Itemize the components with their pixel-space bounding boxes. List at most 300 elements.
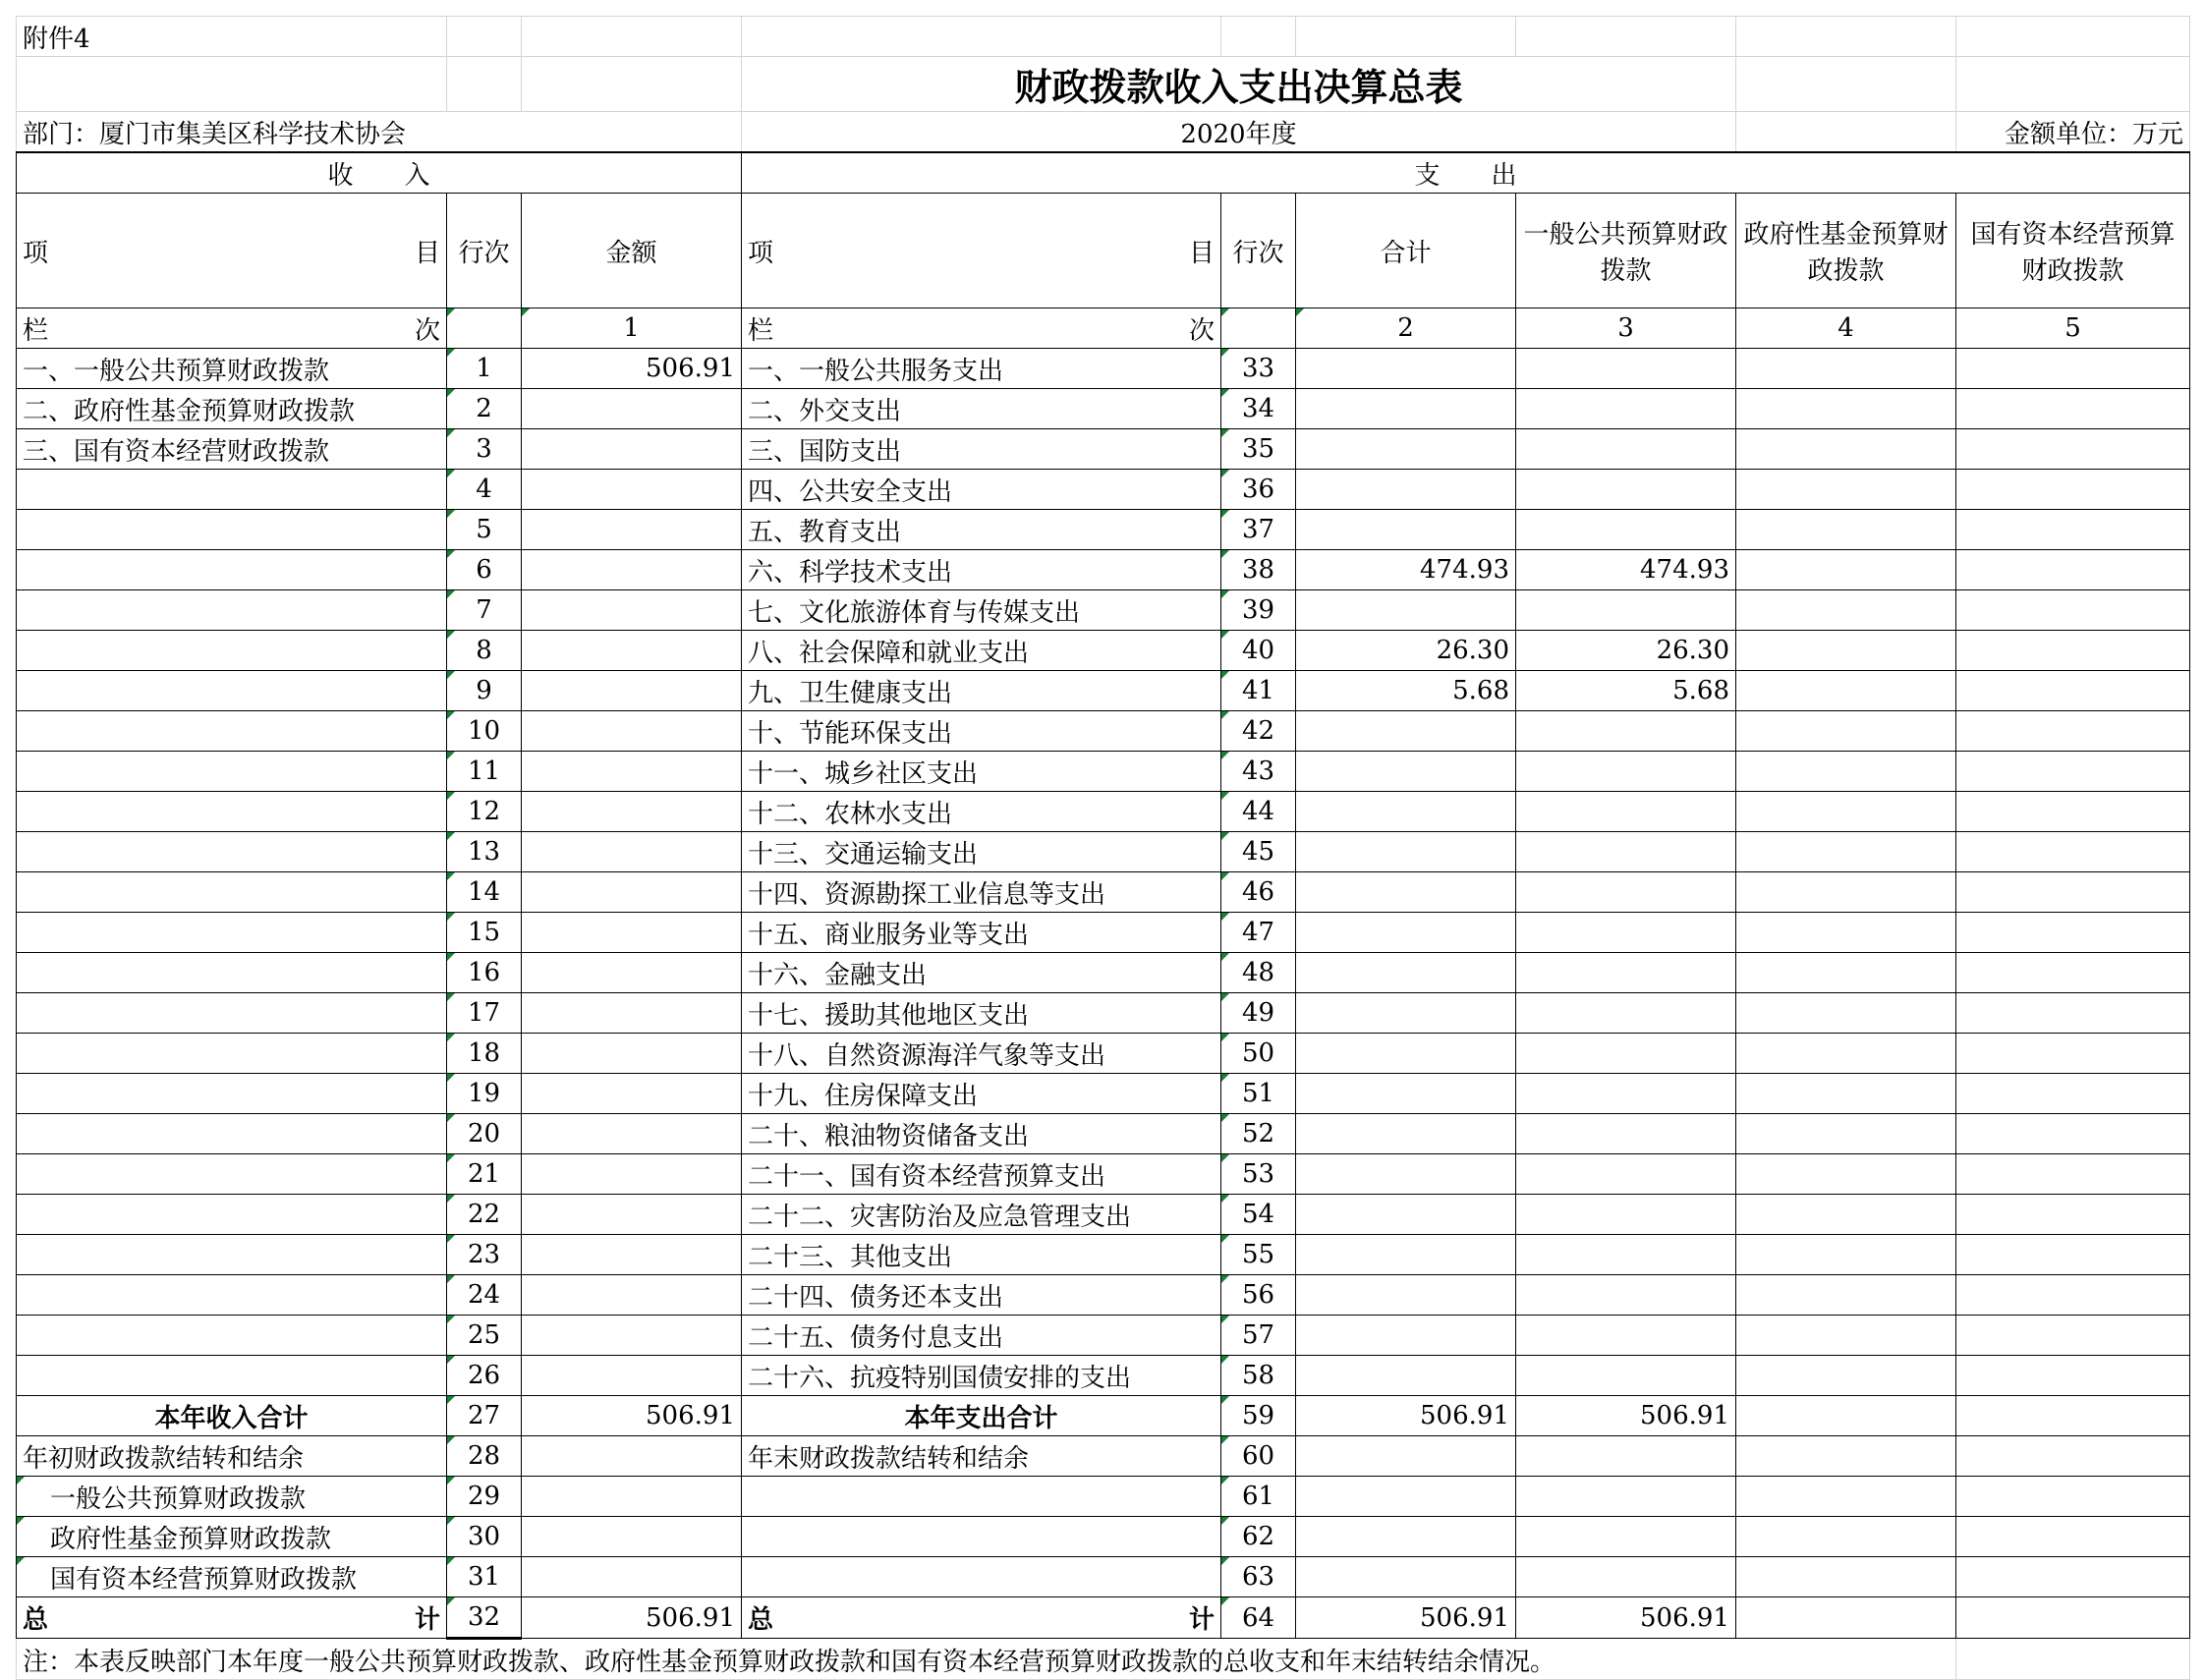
expense-general-budget: [1516, 953, 1736, 993]
expense-total: [1296, 752, 1516, 792]
expense-total: [1296, 1477, 1516, 1517]
income-amount: [522, 389, 742, 429]
income-row-number: 7: [447, 590, 522, 631]
income-item: [17, 1275, 447, 1316]
expense-column-label: 栏 次: [742, 308, 1221, 349]
expense-grand-total-label: 总 计: [742, 1597, 1221, 1639]
expense-grand-state: [1956, 1597, 2190, 1639]
expense-general-budget: [1516, 792, 1736, 832]
income-amount: [522, 631, 742, 671]
expense-state-capital: [1956, 1436, 2190, 1477]
expense-item-header: 项 目: [742, 194, 1221, 308]
expense-state-capital: [1956, 349, 2190, 389]
expense-total: [1296, 349, 1516, 389]
income-row-number: 3: [447, 429, 522, 470]
income-amount: [522, 953, 742, 993]
expense-fund-budget: [1736, 752, 1956, 792]
expense-row-number: 54: [1221, 1195, 1296, 1235]
expense-row-number: 61: [1221, 1477, 1296, 1517]
expense-row-number: 50: [1221, 1034, 1296, 1074]
expense-fund-budget: [1736, 993, 1956, 1034]
expense-state-capital: [1956, 389, 2190, 429]
expense-grand-general: 506.91: [1516, 1597, 1736, 1639]
income-grand-total-label: 总 计: [17, 1597, 447, 1639]
expense-total: [1296, 1316, 1516, 1356]
footnote: 注：本表反映部门本年度一般公共预算财政拨款、政府性基金预算财政拨款和国有资本经营预算财政拨款的总收支和年末结转结余情况。: [17, 1639, 1956, 1680]
expense-state-capital: [1956, 590, 2190, 631]
expense-fund-budget: [1736, 953, 1956, 993]
table-row: [17, 470, 2190, 510]
expense-general-budget: [1516, 1074, 1736, 1114]
income-row-number: 30: [447, 1517, 522, 1557]
expense-row-number: 60: [1221, 1436, 1296, 1477]
note-empty-cell: [1956, 1639, 2190, 1680]
income-row-number: 1: [447, 349, 522, 389]
table-row: [17, 550, 2190, 590]
expense-fund-budget: [1736, 590, 1956, 631]
table-row: [17, 1356, 2190, 1396]
table-row: [17, 1316, 2190, 1356]
expense-general-budget: [1516, 590, 1736, 631]
expense-fund-budget: [1736, 1074, 1956, 1114]
expense-fund-budget: [1736, 1436, 1956, 1477]
expense-item: 二十六、抗疫特别国债安排的支出: [742, 1356, 1221, 1396]
table-row: [17, 429, 2190, 470]
income-item: [17, 711, 447, 752]
income-amount: [522, 711, 742, 752]
income-column-label: 栏 次: [17, 308, 447, 349]
carryover-row: [17, 1517, 2190, 1557]
expense-row-number: 35: [1221, 429, 1296, 470]
expense-item: 二十三、其他支出: [742, 1235, 1221, 1275]
expense-item: 十六、金融支出: [742, 953, 1221, 993]
expense-general-budget: [1516, 1436, 1736, 1477]
income-row-number: 31: [447, 1557, 522, 1597]
expense-general-budget: [1516, 711, 1736, 752]
expense-fund-budget: [1736, 470, 1956, 510]
table-row: [17, 832, 2190, 872]
table-row: [17, 1034, 2190, 1074]
total-header: 合计: [1296, 194, 1516, 308]
subtotal-row: [17, 1396, 2190, 1436]
expense-row-number: 42: [1221, 711, 1296, 752]
expense-total: [1296, 711, 1516, 752]
expense-row-number: 57: [1221, 1316, 1296, 1356]
income-item: [17, 510, 447, 550]
income-row-number: 10: [447, 711, 522, 752]
income-item: [17, 1154, 447, 1195]
state-capital-header: 国有资本经营预算财政拨款: [1956, 194, 2190, 308]
expense-fund-budget: [1736, 1114, 1956, 1154]
income-row-number: 8: [447, 631, 522, 671]
expense-state-capital: [1956, 1356, 2190, 1396]
expense-total: [1296, 1517, 1516, 1557]
expense-total: [1296, 1557, 1516, 1597]
expense-item: 二十四、债务还本支出: [742, 1275, 1221, 1316]
expense-fund-budget: [1736, 1195, 1956, 1235]
table-row: [17, 711, 2190, 752]
expense-row-number: 51: [1221, 1074, 1296, 1114]
expense-row-number: 56: [1221, 1275, 1296, 1316]
income-amount: [522, 1114, 742, 1154]
expense-state-capital: [1956, 913, 2190, 953]
income-carryover-item: 政府性基金预算财政拨款: [17, 1517, 447, 1557]
expense-item: 三、国防支出: [742, 429, 1221, 470]
expense-fund-budget: [1736, 671, 1956, 711]
expense-fund-budget: [1736, 1034, 1956, 1074]
income-amount: [522, 470, 742, 510]
expense-row-number: 53: [1221, 1154, 1296, 1195]
income-row-number: 27: [447, 1396, 522, 1436]
expense-item: 十二、农林水支出: [742, 792, 1221, 832]
income-amount: [522, 913, 742, 953]
expense-total: [1296, 1154, 1516, 1195]
income-amount: [522, 832, 742, 872]
income-item: [17, 1195, 447, 1235]
expense-row-number: 47: [1221, 913, 1296, 953]
expense-general-budget: [1516, 913, 1736, 953]
income-item: [17, 792, 447, 832]
income-carryover-item: 一般公共预算财政拨款: [17, 1477, 447, 1517]
income-carryover-item: 国有资本经营预算财政拨款: [17, 1557, 447, 1597]
income-carryover-amount: [522, 1517, 742, 1557]
expense-total: [1296, 470, 1516, 510]
expense-item: 五、教育支出: [742, 510, 1221, 550]
income-item: 二、政府性基金预算财政拨款: [17, 389, 447, 429]
expense-fund-budget: [1736, 349, 1956, 389]
expense-state-capital: [1956, 470, 2190, 510]
income-grand-total-amount: 506.91: [522, 1597, 742, 1639]
expense-total: [1296, 792, 1516, 832]
expense-item: 二十五、债务付息支出: [742, 1316, 1221, 1356]
expense-row-number: 58: [1221, 1356, 1296, 1396]
expense-item: 二十、粮油物资储备支出: [742, 1114, 1221, 1154]
table-row: [17, 1074, 2190, 1114]
expense-subtotal-state: [1956, 1396, 2190, 1436]
income-row-number: 2: [447, 389, 522, 429]
income-amount: [522, 510, 742, 550]
expense-total: [1296, 1074, 1516, 1114]
table-row: [17, 1114, 2190, 1154]
table-row: [17, 631, 2190, 671]
table-row: [17, 752, 2190, 792]
income-amount-header: 金额: [522, 194, 742, 308]
expense-item: 六、科学技术支出: [742, 550, 1221, 590]
income-amount: [522, 752, 742, 792]
carryover-row: [17, 1436, 2190, 1477]
table-row: [17, 993, 2190, 1034]
expense-item: 四、公共安全支出: [742, 470, 1221, 510]
expense-total: [1296, 1195, 1516, 1235]
expense-general-budget: [1516, 1275, 1736, 1316]
column-number-row: [17, 308, 2190, 349]
expense-state-capital: [1956, 1114, 2190, 1154]
expense-general-budget: [1516, 389, 1736, 429]
expense-carryover-item: [742, 1517, 1221, 1557]
expense-state-capital: [1956, 429, 2190, 470]
income-carryover-item: 年初财政拨款结转和结余: [17, 1436, 447, 1477]
expense-row-number: 45: [1221, 832, 1296, 872]
expense-state-capital: [1956, 510, 2190, 550]
table-row: [17, 349, 2190, 389]
expense-state-capital: [1956, 1517, 2190, 1557]
income-row-number: 5: [447, 510, 522, 550]
income-item: [17, 752, 447, 792]
expense-total: [1296, 872, 1516, 913]
income-amount: [522, 1195, 742, 1235]
income-row-number: 22: [447, 1195, 522, 1235]
expense-row-number: 40: [1221, 631, 1296, 671]
expense-item: 十一、城乡社区支出: [742, 752, 1221, 792]
income-row-number: 18: [447, 1034, 522, 1074]
expense-state-capital: [1956, 631, 2190, 671]
expense-fund-budget: [1736, 631, 1956, 671]
section-header-row: [17, 152, 2190, 194]
income-row-number: 23: [447, 1235, 522, 1275]
expense-row-number: 34: [1221, 389, 1296, 429]
income-row-number: 21: [447, 1154, 522, 1195]
expense-total: [1296, 590, 1516, 631]
income-amount: [522, 1154, 742, 1195]
income-item: [17, 631, 447, 671]
expense-fund-budget: [1736, 510, 1956, 550]
expense-row-number: 36: [1221, 470, 1296, 510]
expense-state-capital: [1956, 550, 2190, 590]
expense-fund-budget: [1736, 1316, 1956, 1356]
expense-row-number: 37: [1221, 510, 1296, 550]
income-item: [17, 832, 447, 872]
income-row-number: 25: [447, 1316, 522, 1356]
department-label: 部门：厦门市集美区科学技术协会: [17, 112, 742, 153]
income-row-number: 15: [447, 913, 522, 953]
income-amount: [522, 872, 742, 913]
expense-general-budget: [1516, 993, 1736, 1034]
expense-item: 八、社会保障和就业支出: [742, 631, 1221, 671]
expense-item: 十四、资源勘探工业信息等支出: [742, 872, 1221, 913]
col-number-2: 2: [1296, 308, 1516, 349]
income-row-number: 20: [447, 1114, 522, 1154]
expense-general-budget: 26.30: [1516, 631, 1736, 671]
income-amount: [522, 1275, 742, 1316]
expense-total: [1296, 1275, 1516, 1316]
table-row: [17, 1235, 2190, 1275]
expense-state-capital: [1956, 1074, 2190, 1114]
attachment-label: 附件4: [17, 17, 447, 57]
expense-rowno-header: 行次: [1221, 194, 1296, 308]
income-row-number: 4: [447, 470, 522, 510]
expense-item: 二十一、国有资本经营预算支出: [742, 1154, 1221, 1195]
income-item: 三、国有资本经营财政拨款: [17, 429, 447, 470]
table-row: [17, 1195, 2190, 1235]
expense-grand-total: 506.91: [1296, 1597, 1516, 1639]
expense-total: [1296, 1114, 1516, 1154]
expense-general-budget: 5.68: [1516, 671, 1736, 711]
expense-fund-budget: [1736, 1517, 1956, 1557]
income-row-number: 24: [447, 1275, 522, 1316]
expense-carryover-item: [742, 1477, 1221, 1517]
expense-general-budget: [1516, 752, 1736, 792]
table-row: [17, 1154, 2190, 1195]
expense-fund-budget: [1736, 872, 1956, 913]
expense-subtotal-label: 本年支出合计: [742, 1396, 1221, 1436]
expense-fund-budget: [1736, 1557, 1956, 1597]
expense-fund-budget: [1736, 1154, 1956, 1195]
expense-state-capital: [1956, 993, 2190, 1034]
expense-item: 十八、自然资源海洋气象等支出: [742, 1034, 1221, 1074]
income-carryover-amount: [522, 1557, 742, 1597]
expense-state-capital: [1956, 671, 2190, 711]
expense-total: [1296, 1356, 1516, 1396]
income-item: [17, 550, 447, 590]
expense-row-number: 43: [1221, 752, 1296, 792]
carryover-row: [17, 1477, 2190, 1517]
expense-general-budget: [1516, 1235, 1736, 1275]
income-amount: [522, 993, 742, 1034]
expense-item: 十五、商业服务业等支出: [742, 913, 1221, 953]
expense-state-capital: [1956, 1477, 2190, 1517]
expense-total: [1296, 993, 1516, 1034]
income-rowno-header: 行次: [447, 194, 522, 308]
expense-total: 474.93: [1296, 550, 1516, 590]
expense-row-number: 41: [1221, 671, 1296, 711]
expense-row-number: 38: [1221, 550, 1296, 590]
expense-fund-budget: [1736, 1356, 1956, 1396]
expense-state-capital: [1956, 1275, 2190, 1316]
expense-general-budget: 474.93: [1516, 550, 1736, 590]
income-amount: [522, 1316, 742, 1356]
income-row-number: 29: [447, 1477, 522, 1517]
expense-state-capital: [1956, 832, 2190, 872]
expense-row-number: 44: [1221, 792, 1296, 832]
expense-row-number: 49: [1221, 993, 1296, 1034]
income-item: [17, 590, 447, 631]
income-row-number: 28: [447, 1436, 522, 1477]
note-row: [17, 1639, 2190, 1680]
table-row: [17, 671, 2190, 711]
income-row-number: 13: [447, 832, 522, 872]
income-amount: [522, 1235, 742, 1275]
expense-general-budget: [1516, 1034, 1736, 1074]
title-row: [17, 57, 2190, 112]
income-row-number: 9: [447, 671, 522, 711]
column-header-row: [17, 194, 2190, 308]
income-amount: [522, 1074, 742, 1114]
expense-subtotal-general: 506.91: [1516, 1396, 1736, 1436]
carryover-row: [17, 1557, 2190, 1597]
expense-total: [1296, 913, 1516, 953]
expense-state-capital: [1956, 1557, 2190, 1597]
expense-general-budget: [1516, 1517, 1736, 1557]
expense-row-number: 46: [1221, 872, 1296, 913]
expense-total: [1296, 510, 1516, 550]
expense-state-capital: [1956, 752, 2190, 792]
expense-fund-budget: [1736, 913, 1956, 953]
expense-fund-budget: [1736, 1477, 1956, 1517]
income-amount: [522, 590, 742, 631]
expense-item: 一、一般公共服务支出: [742, 349, 1221, 389]
expense-general-budget: [1516, 470, 1736, 510]
expense-general-budget: [1516, 1154, 1736, 1195]
table-row: [17, 1275, 2190, 1316]
income-row-number: 32: [447, 1597, 522, 1639]
income-item: [17, 671, 447, 711]
income-subtotal-label: 本年收入合计: [17, 1396, 447, 1436]
income-row-number: 17: [447, 993, 522, 1034]
expense-fund-budget: [1736, 550, 1956, 590]
expense-general-budget: [1516, 872, 1736, 913]
grand-total-row: [17, 1597, 2190, 1639]
expense-row-number: 59: [1221, 1396, 1296, 1436]
income-item: [17, 1316, 447, 1356]
income-row-number: 14: [447, 872, 522, 913]
attachment-row: [17, 17, 2190, 57]
expense-fund-budget: [1736, 711, 1956, 752]
expense-state-capital: [1956, 1034, 2190, 1074]
income-row-number: 6: [447, 550, 522, 590]
table-row: [17, 913, 2190, 953]
expense-general-budget: [1516, 1114, 1736, 1154]
expense-total: 5.68: [1296, 671, 1516, 711]
expense-total: 26.30: [1296, 631, 1516, 671]
income-carryover-amount: [522, 1436, 742, 1477]
income-amount: [522, 792, 742, 832]
income-amount: 506.91: [522, 349, 742, 389]
expense-item: 二、外交支出: [742, 389, 1221, 429]
income-row-number: 11: [447, 752, 522, 792]
general-budget-header: 一般公共预算财政拨款: [1516, 194, 1736, 308]
expense-general-budget: [1516, 1356, 1736, 1396]
col-number-4: 4: [1736, 308, 1956, 349]
income-item: [17, 1074, 447, 1114]
expense-row-number: 63: [1221, 1557, 1296, 1597]
income-item: [17, 1356, 447, 1396]
table-row: [17, 872, 2190, 913]
expense-state-capital: [1956, 953, 2190, 993]
expense-item: 十三、交通运输支出: [742, 832, 1221, 872]
expense-state-capital: [1956, 1316, 2190, 1356]
expense-general-budget: [1516, 349, 1736, 389]
expense-state-capital: [1956, 1235, 2190, 1275]
table-row: [17, 590, 2190, 631]
income-amount: [522, 429, 742, 470]
expense-item: 七、文化旅游体育与传媒支出: [742, 590, 1221, 631]
income-item: [17, 953, 447, 993]
expense-general-budget: [1516, 429, 1736, 470]
unit-label: 金额单位：万元: [1956, 112, 2190, 153]
income-row-number: 26: [447, 1356, 522, 1396]
report-sheet: [16, 16, 2190, 1680]
expense-carryover-item: [742, 1557, 1221, 1597]
page-title: 财政拨款收入支出决算总表: [742, 57, 1736, 112]
expense-row-number: 39: [1221, 590, 1296, 631]
expense-total: [1296, 429, 1516, 470]
col-number-3: 3: [1516, 308, 1736, 349]
expense-state-capital: [1956, 1195, 2190, 1235]
income-item-header: 项 目: [17, 194, 447, 308]
expense-item: 十九、住房保障支出: [742, 1074, 1221, 1114]
expense-fund-budget: [1736, 792, 1956, 832]
income-row-number: 19: [447, 1074, 522, 1114]
expense-row-number: 52: [1221, 1114, 1296, 1154]
expense-total: [1296, 832, 1516, 872]
expense-general-budget: [1516, 1477, 1736, 1517]
income-row-number: 16: [447, 953, 522, 993]
year-label: 2020年度: [742, 112, 1736, 153]
table-row: [17, 510, 2190, 550]
expense-row-number: 62: [1221, 1517, 1296, 1557]
income-amount: [522, 550, 742, 590]
expense-general-budget: [1516, 1316, 1736, 1356]
